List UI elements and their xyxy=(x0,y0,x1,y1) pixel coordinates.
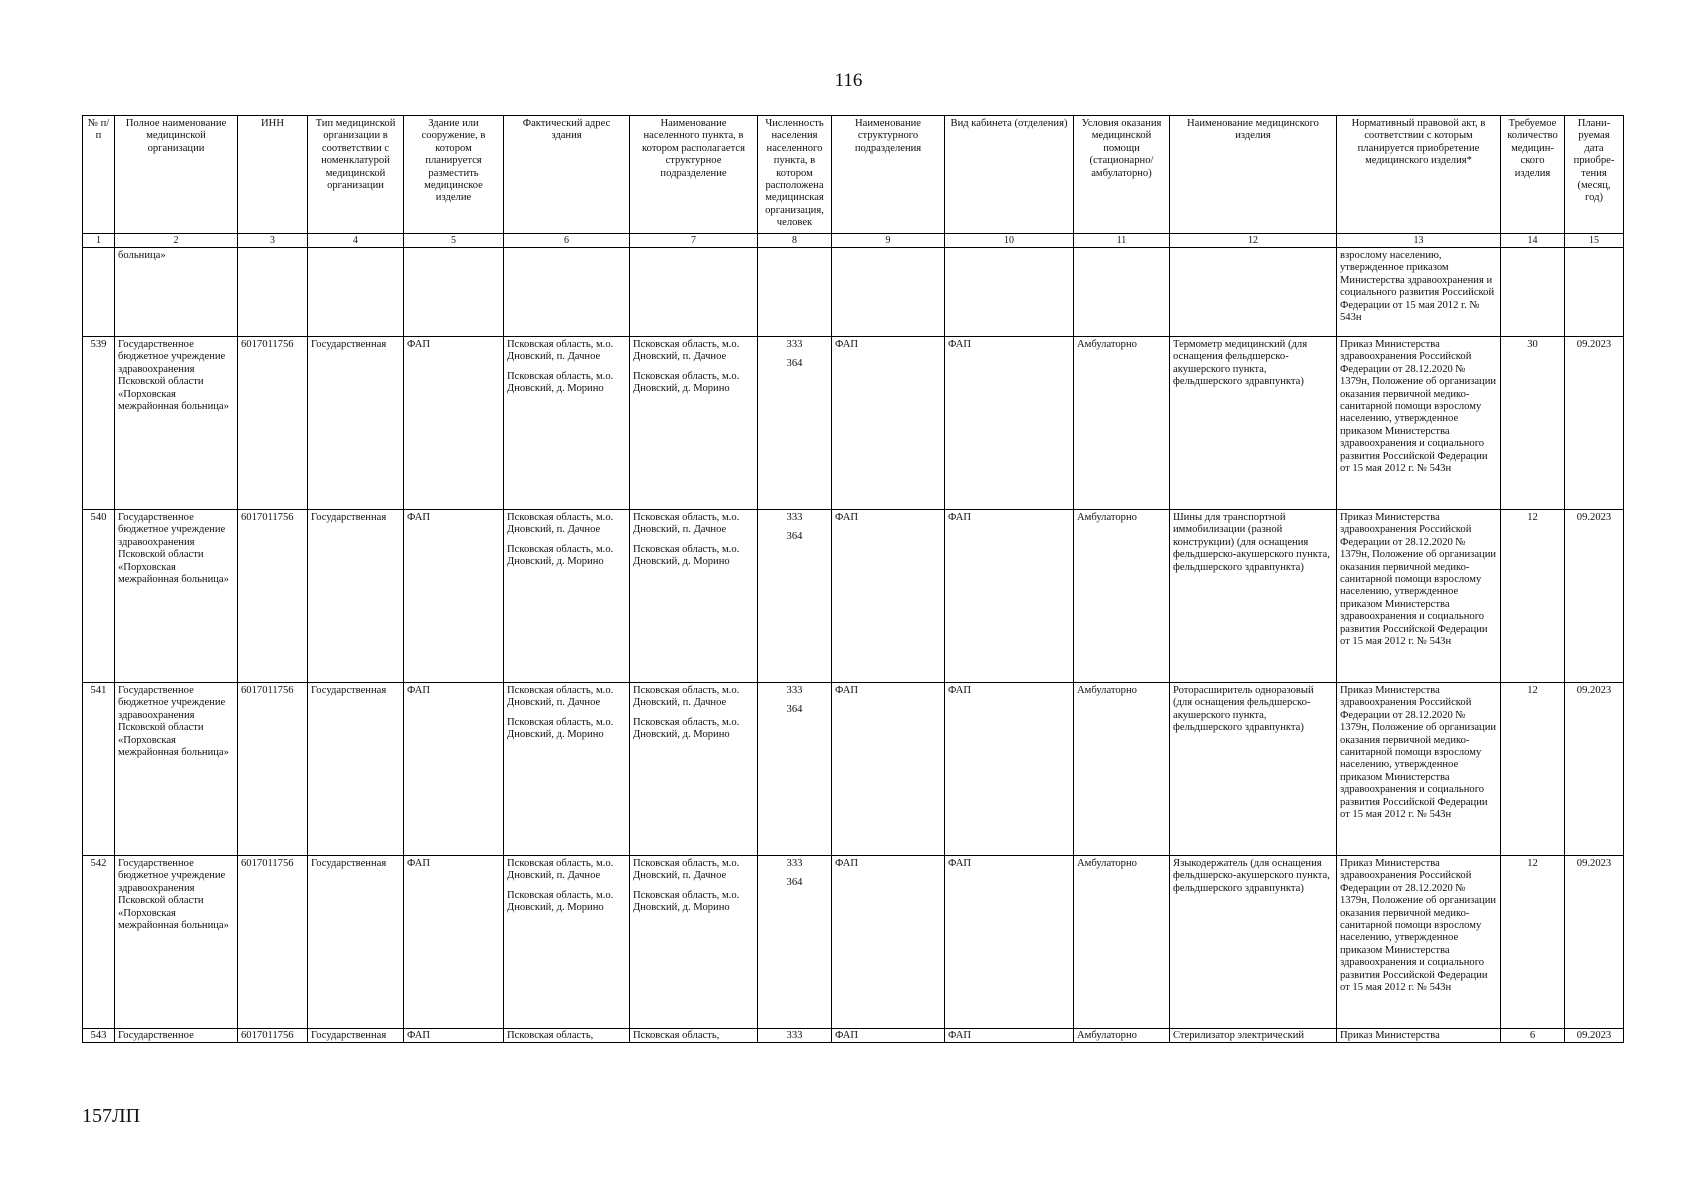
table-row xyxy=(83,510,1624,683)
table-row xyxy=(83,856,1624,1029)
org-name: Государственное бюджетное учреждение здравоохранения Псковской области «Порховская межрайонная больница» xyxy=(115,510,238,683)
address xyxy=(504,683,630,856)
header-cell: Требуемое количество медицин-ского изделия xyxy=(1501,116,1565,234)
quantity: 12 xyxy=(1501,856,1565,1029)
device-name: Роторасширитель одноразовый (для оснащения фельдшерско-акушерского пункта, фельдшерского здравпункта) xyxy=(1170,683,1337,856)
building: ФАП xyxy=(404,683,504,856)
population-value: 364 xyxy=(786,531,803,543)
table-row xyxy=(83,337,1624,510)
subdivision: ФАП xyxy=(832,856,945,1029)
address-line: Псковская область, м.о. Дновский, п. Дачное xyxy=(507,685,614,709)
table-row-partial xyxy=(83,1029,1624,1043)
column-number: 11 xyxy=(1074,234,1170,248)
population-value: 333 xyxy=(786,858,803,869)
population xyxy=(758,510,832,683)
address xyxy=(504,337,630,510)
population xyxy=(758,337,832,510)
column-number: 7 xyxy=(630,234,758,248)
cabinet-type: ФАП xyxy=(945,1029,1074,1043)
legal-act: Приказ Министерства xyxy=(1337,1029,1501,1043)
cabinet-type: ФАП xyxy=(945,856,1074,1029)
purchase-date: 09.2023 xyxy=(1565,856,1624,1029)
care-conditions: Амбулаторно xyxy=(1074,683,1170,856)
locality-line: Псковская область, м.о. Дновский, п. Дачное xyxy=(633,685,740,709)
address-line: Псковская область, м.о. Дновский, д. Морино xyxy=(507,543,614,568)
population-value: 333 xyxy=(786,512,803,523)
header-cell: Плани-руемая дата приобре-тения (месяц, год) xyxy=(1565,116,1624,234)
header-cell: № п/п xyxy=(83,116,115,234)
column-number: 1 xyxy=(83,234,115,248)
building: ФАП xyxy=(404,337,504,510)
subdivision: ФАП xyxy=(832,510,945,683)
column-number: 10 xyxy=(945,234,1074,248)
device-name: Термометр медицинский (для оснащения фельдшерско-акушерского пункта, фельдшерского здравпункта) xyxy=(1170,337,1337,510)
device-name: Шины для транспортной иммобилизации (разной конструкции) (для оснащения фельдшерско-акушерского пункта, фельдшерского здравпункта) xyxy=(1170,510,1337,683)
purchase-date: 09.2023 xyxy=(1565,1029,1624,1043)
inn: 6017011756 xyxy=(238,510,308,683)
locality xyxy=(630,337,758,510)
inn: 6017011756 xyxy=(238,337,308,510)
cabinet-type: ФАП xyxy=(945,510,1074,683)
care-conditions: Амбулаторно xyxy=(1074,856,1170,1029)
header-cell: Нормативный правовой акт, в соответствии с которым планируется приобретение медицинского изделия* xyxy=(1337,116,1501,234)
header-cell: Численность населения населенного пункта, в котором расположена медицинская организация, человек xyxy=(758,116,832,234)
header-cell: Фактический адрес здания xyxy=(504,116,630,234)
row-number: 543 xyxy=(83,1029,115,1043)
table-row xyxy=(83,683,1624,856)
column-number: 14 xyxy=(1501,234,1565,248)
org-type: Государственная xyxy=(308,856,404,1029)
column-number: 2 xyxy=(115,234,238,248)
legal-act: Приказ Министерства здравоохранения Российской Федерации от 28.12.2020 № 1379н, Положение об организации оказания первичной медико-санитарной помощи взрослому населению, утвержденное приказом Министерства здравоохранения и социального развития Российской Федерации от 15 мая 2012 г. № 543н xyxy=(1337,856,1501,1029)
care-conditions: Амбулаторно xyxy=(1074,510,1170,683)
quantity: 12 xyxy=(1501,683,1565,856)
locality-line: Псковская область, м.о. Дновский, д. Морино xyxy=(633,716,740,741)
care-conditions: Амбулаторно xyxy=(1074,337,1170,510)
column-number: 12 xyxy=(1170,234,1337,248)
inn: 6017011756 xyxy=(238,1029,308,1043)
row-number: 542 xyxy=(83,856,115,1029)
device-name: Языкодержатель (для оснащения фельдшерско-акушерского пункта, фельдшерского здравпункта) xyxy=(1170,856,1337,1029)
row-number: 540 xyxy=(83,510,115,683)
locality xyxy=(630,683,758,856)
org-name-tail: больница» xyxy=(115,248,238,337)
locality xyxy=(630,856,758,1029)
cabinet-type: ФАП xyxy=(945,683,1074,856)
document-code: 157ЛП xyxy=(82,1105,141,1127)
column-number: 9 xyxy=(832,234,945,248)
quantity: 30 xyxy=(1501,337,1565,510)
population-value: 364 xyxy=(786,877,803,889)
legal-act: Приказ Министерства здравоохранения Российской Федерации от 28.12.2020 № 1379н, Положение об организации оказания первичной медико-санитарной помощи взрослому населению, утвержденное приказом Министерства здравоохранения и социального развития Российской Федерации от 15 мая 2012 г. № 543н xyxy=(1337,510,1501,683)
building: ФАП xyxy=(404,510,504,683)
org-name: Государственное xyxy=(115,1029,238,1043)
org-type: Государственная xyxy=(308,510,404,683)
quantity: 6 xyxy=(1501,1029,1565,1043)
locality-line: Псковская область, м.о. Дновский, п. Дачное xyxy=(633,858,740,882)
header-cell: Условия оказания медицинской помощи (стационарно/ амбулаторно) xyxy=(1074,116,1170,234)
population-value: 364 xyxy=(786,358,803,370)
org-type: Государственная xyxy=(308,1029,404,1043)
purchase-date: 09.2023 xyxy=(1565,337,1624,510)
org-name: Государственное бюджетное учреждение здравоохранения Псковской области «Порховская межрайонная больница» xyxy=(115,856,238,1029)
subdivision: ФАП xyxy=(832,337,945,510)
column-number: 5 xyxy=(404,234,504,248)
population-value: 333 xyxy=(786,339,803,350)
purchase-date: 09.2023 xyxy=(1565,510,1624,683)
header-row xyxy=(83,116,1624,234)
header-cell: Тип медицинской организации в соответствии с номенклатурой медицинской организации xyxy=(308,116,404,234)
page-number: 116 xyxy=(834,70,863,91)
address-line: Псковская область, м.о. Дновский, п. Дачное xyxy=(507,339,614,363)
header-cell: Полное наименование медицинской организации xyxy=(115,116,238,234)
address: Псковская область, xyxy=(504,1029,630,1043)
row-number: 539 xyxy=(83,337,115,510)
device-name: Стерилизатор электрический xyxy=(1170,1029,1337,1043)
population xyxy=(758,856,832,1029)
address-line: Псковская область, м.о. Дновский, п. Дачное xyxy=(507,512,614,536)
org-type: Государственная xyxy=(308,683,404,856)
legal-act: Приказ Министерства здравоохранения Российской Федерации от 28.12.2020 № 1379н, Положение об организации оказания первичной медико-санитарной помощи взрослому населению, утвержденное приказом Министерства здравоохранения и социального развития Российской Федерации от 15 мая 2012 г. № 543н xyxy=(1337,683,1501,856)
column-number-row xyxy=(83,234,1624,248)
locality-line: Псковская область, м.о. Дновский, п. Дачное xyxy=(633,339,740,363)
subdivision: ФАП xyxy=(832,1029,945,1043)
locality-line: Псковская область, м.о. Дновский, д. Морино xyxy=(633,889,740,914)
column-number: 13 xyxy=(1337,234,1501,248)
legal-act-tail: взрослому населению, утвержденное приказом Министерства здравоохранения и социального развития Российской Федерации от 15 мая 2012 г. № 543н xyxy=(1337,248,1501,337)
legal-act: Приказ Министерства здравоохранения Российской Федерации от 28.12.2020 № 1379н, Положение об организации оказания первичной медико-санитарной помощи взрослому населению, утвержденное приказом Министерства здравоохранения и социального развития Российской Федерации от 15 мая 2012 г. № 543н xyxy=(1337,337,1501,510)
purchase-date: 09.2023 xyxy=(1565,683,1624,856)
population xyxy=(758,683,832,856)
address xyxy=(504,856,630,1029)
column-number: 8 xyxy=(758,234,832,248)
column-number: 3 xyxy=(238,234,308,248)
org-type: Государственная xyxy=(308,337,404,510)
subdivision: ФАП xyxy=(832,683,945,856)
continuation-row xyxy=(83,248,1624,337)
address xyxy=(504,510,630,683)
cabinet-type: ФАП xyxy=(945,337,1074,510)
header-cell: Наименование медицинского изделия xyxy=(1170,116,1337,234)
header-cell: Вид кабинета (отделения) xyxy=(945,116,1074,234)
locality: Псковская область, xyxy=(630,1029,758,1043)
address-line: Псковская область, м.о. Дновский, д. Морино xyxy=(507,889,614,914)
address-line: Псковская область, м.о. Дновский, д. Морино xyxy=(507,370,614,395)
table-header xyxy=(83,116,1624,248)
header-cell: Наименование населенного пункта, в котором располагается структурное подразделение xyxy=(630,116,758,234)
equipment-register-table xyxy=(82,115,1624,1043)
row-number: 541 xyxy=(83,683,115,856)
quantity: 12 xyxy=(1501,510,1565,683)
building: ФАП xyxy=(404,856,504,1029)
address-line: Псковская область, м.о. Дновский, д. Морино xyxy=(507,716,614,741)
locality-line: Псковская область, м.о. Дновский, п. Дачное xyxy=(633,512,740,536)
column-number: 6 xyxy=(504,234,630,248)
care-conditions: Амбулаторно xyxy=(1074,1029,1170,1043)
header-cell: Здание или сооружение, в котором планируется разместить медицинское изделие xyxy=(404,116,504,234)
column-number: 4 xyxy=(308,234,404,248)
inn: 6017011756 xyxy=(238,856,308,1029)
building: ФАП xyxy=(404,1029,504,1043)
population: 333 xyxy=(758,1029,832,1043)
locality-line: Псковская область, м.о. Дновский, д. Морино xyxy=(633,370,740,395)
header-cell: ИНН xyxy=(238,116,308,234)
org-name: Государственное бюджетное учреждение здравоохранения Псковской области «Порховская межрайонная больница» xyxy=(115,683,238,856)
address-line: Псковская область, м.о. Дновский, п. Дачное xyxy=(507,858,614,882)
inn: 6017011756 xyxy=(238,683,308,856)
population-value: 333 xyxy=(786,685,803,696)
locality xyxy=(630,510,758,683)
population-value: 364 xyxy=(786,704,803,716)
column-number: 15 xyxy=(1565,234,1624,248)
header-cell: Наименование структурного подразделения xyxy=(832,116,945,234)
org-name: Государственное бюджетное учреждение здравоохранения Псковской области «Порховская межрайонная больница» xyxy=(115,337,238,510)
locality-line: Псковская область, м.о. Дновский, д. Морино xyxy=(633,543,740,568)
